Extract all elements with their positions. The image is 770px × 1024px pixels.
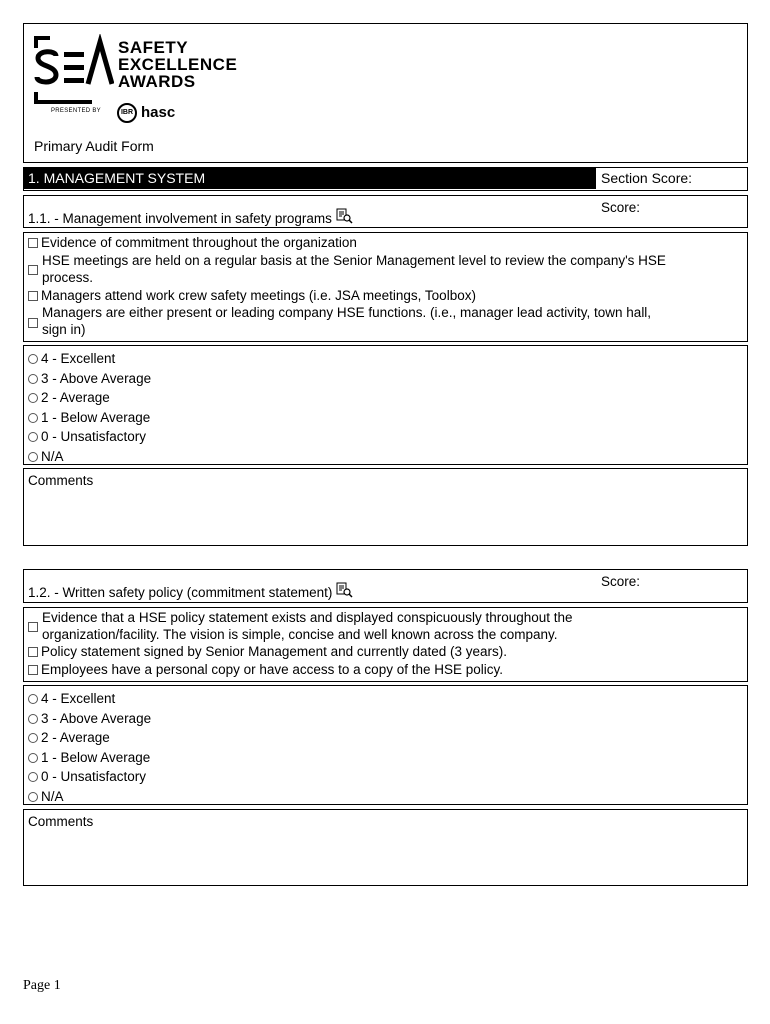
logo-text [118,39,237,90]
question-1-2-comments-box[interactable] [23,809,748,886]
rating-radio[interactable] [28,413,38,423]
rating-label: N/A [41,788,64,804]
rating-option[interactable] [28,349,151,466]
question-1-2-score-label: Score: [601,574,641,589]
comments-label: Comments [28,473,94,488]
question-1-1-title [28,208,354,226]
rating-radio[interactable] [28,354,38,364]
criteria-checkbox[interactable] [28,265,38,275]
rating-option[interactable] [28,689,151,806]
question-1-1-title-text: 1.1. - Management involvement in safety programs [28,211,332,226]
question-1-1-criteria-box [23,232,748,342]
criteria-text: Evidence of commitment throughout the organization [41,235,357,250]
sponsor-hasc-logo: hasc [141,104,176,121]
criteria-item [28,235,357,251]
question-1-1-rating-box [23,345,748,465]
section-header [23,167,748,191]
logo-line-excellence: EXCELLENCE [118,55,238,74]
rating-label: 4 - Excellent [41,351,116,366]
rating-label: 3 - Above Average [41,710,152,726]
question-1-1-title-box [23,195,748,228]
rating-label: 2 - Average [41,730,110,745]
criteria-text: Evidence that a HSE policy statement exists and displayed conspicuously throughout the [42,610,573,625]
question-1-2-criteria-box [23,607,748,682]
criteria-text: Policy statement signed by Senior Management and currently dated (3 years). [41,644,507,659]
question-1-1-score-label: Score: [601,200,641,215]
rating-radio[interactable] [28,733,38,743]
section-title: 1. MANAGEMENT SYSTEM [24,168,596,189]
rating-radio[interactable] [28,714,38,724]
rating-radio[interactable] [28,374,38,384]
logo-line-awards: AWARDS [118,72,196,91]
question-1-2-rating-box [23,685,748,805]
criteria-checkbox[interactable] [28,622,38,632]
rating-radio[interactable] [28,432,38,442]
rating-label: 4 - Excellent [41,691,116,706]
rating-label: 0 - Unsatisfactory [41,429,147,444]
sea-logo-mark [32,34,114,112]
criteria-text: sign in) [42,322,86,337]
rating-radio[interactable] [28,452,38,462]
criteria-checkbox[interactable] [28,238,38,248]
document-search-icon[interactable] [336,582,354,598]
criteria-item [28,644,507,660]
criteria-text: Managers are either present or leading company HSE functions. (i.e., manager lead activity, town hall, [42,305,652,320]
criteria-checkbox[interactable] [28,647,38,657]
criteria-checkbox[interactable] [28,291,38,301]
rating-label: N/A [41,448,64,464]
comments-label: Comments [28,814,94,829]
rating-label: 1 - Below Average [41,409,151,425]
rating-label: 0 - Unsatisfactory [41,769,147,784]
rating-radio[interactable] [28,393,38,403]
criteria-text: Employees have a personal copy or have access to a copy of the HSE policy. [41,662,503,677]
sponsor-ibr-logo [117,103,137,123]
criteria-text: process. [42,270,94,285]
criteria-text: organization/facility. The vision is simple, concise and well known across the company. [42,627,558,642]
logo-line-safety: SAFETY [118,38,189,57]
rating-label: 2 - Average [41,390,110,405]
form-title: Primary Audit Form [34,138,154,154]
rating-radio[interactable] [28,694,38,704]
page-number: Page 1 [23,978,61,993]
criteria-item [28,662,503,678]
header-box [23,23,748,163]
question-1-2-title [28,582,354,600]
criteria-checkbox[interactable] [28,318,38,328]
rating-radio[interactable] [28,753,38,763]
question-1-2-title-text: 1.2. - Written safety policy (commitment statement) [28,585,333,600]
presented-by: PRESENTED BY [51,108,101,114]
criteria-checkbox[interactable] [28,665,38,675]
rating-radio[interactable] [28,772,38,782]
criteria-text: HSE meetings are held on a regular basis at the Senior Management level to review the company's HSE [42,253,666,268]
criteria-item [28,288,476,304]
rating-radio[interactable] [28,792,38,802]
document-search-icon[interactable] [336,208,354,224]
rating-label: 1 - Below Average [41,749,151,765]
question-1-2-title-box [23,569,748,603]
question-1-1-comments-box[interactable] [23,468,748,546]
sponsor-ibr-text: IBR [120,109,134,116]
criteria-text: Managers attend work crew safety meetings (i.e. JSA meetings, Toolbox) [41,288,476,303]
rating-label: 3 - Above Average [41,370,152,386]
section-score-label: Section Score: [601,170,693,186]
